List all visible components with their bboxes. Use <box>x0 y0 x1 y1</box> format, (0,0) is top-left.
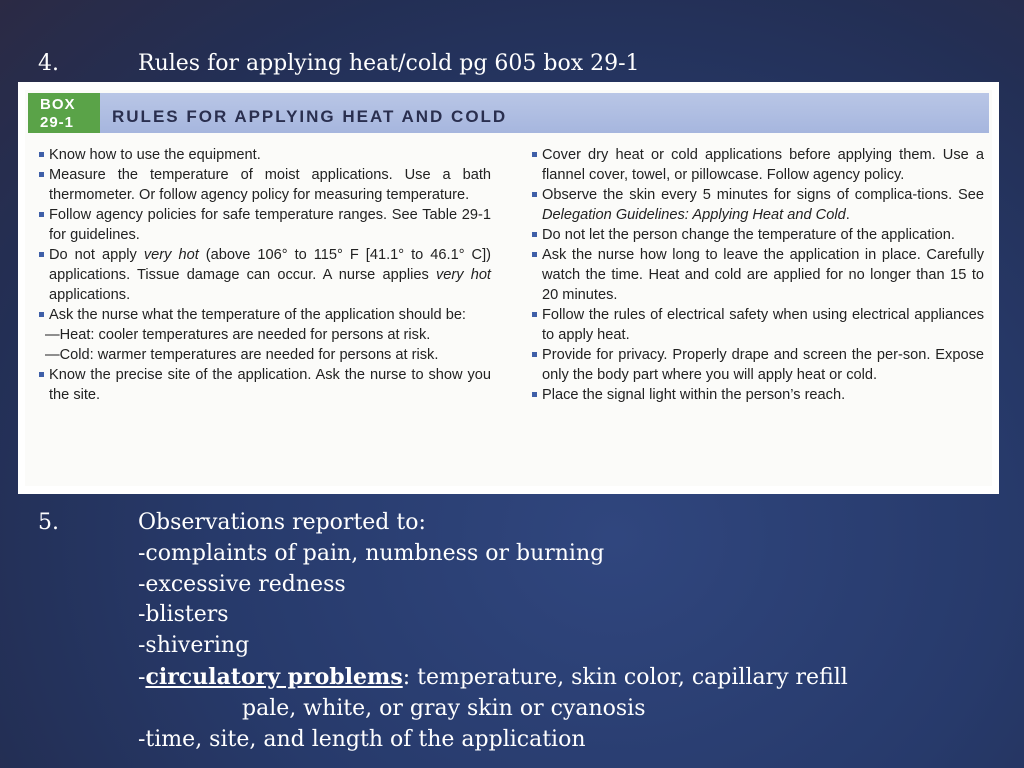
bullet-icon <box>532 352 537 357</box>
list-item: Know the precise site of the application. Ask the nurse to show you the site. <box>39 365 491 405</box>
list-item: Know how to use the equipment. <box>39 145 491 165</box>
bullet-icon <box>532 252 537 257</box>
observation-item: -complaints of pain, numbness or burning <box>138 540 605 566</box>
list-item: Follow agency policies for safe temperature ranges. See Table 29-1 for guidelines. <box>39 205 491 245</box>
observation-item-circulatory: -circulatory problems: temperature, skin color, capillary refill <box>138 663 848 690</box>
observation-item: -time, site, and length of the application <box>138 726 586 752</box>
bullet-icon <box>39 212 44 217</box>
list-item: Do not apply very hot (above 106° to 115° F [41.1° to 46.1° C]) applications. Tissue damage can occur. A nurse applies very hot applications. <box>39 245 491 305</box>
heading-number: 4. <box>38 51 59 76</box>
list-item: Place the signal light within the person’s reach. <box>532 385 984 405</box>
list-item: Observe the skin every 5 minutes for signs of complica-tions. See Delegation Guidelines: Applying Heat and Cold. <box>532 185 984 225</box>
bullet-icon <box>532 312 537 317</box>
observation-item: -excessive redness <box>138 571 346 597</box>
list-subitem: —Cold: warmer temperatures are needed for persons at risk. <box>45 347 439 363</box>
box-29-1-image <box>18 82 999 494</box>
box-tag-line2: 29-1 <box>40 114 75 131</box>
box-header <box>28 93 989 133</box>
bullet-icon <box>39 372 44 377</box>
list-item: Do not let the person change the temperature of the application. <box>532 225 984 245</box>
list-item: Ask the nurse how long to leave the application in place. Carefully watch the time. Heat and cold are applied for no longer than 15 to 20 minutes. <box>532 245 984 305</box>
box-tag <box>28 93 100 133</box>
list-item: Ask the nurse what the temperature of the application should be: <box>39 305 491 325</box>
observation-subitem: pale, white, or gray skin or cyanosis <box>242 695 646 721</box>
list-item: Follow the rules of electrical safety when using electrical appliances to apply heat. <box>532 305 984 345</box>
heading-text: Rules for applying heat/cold pg 605 box 29-1 <box>138 51 640 76</box>
bullet-icon <box>39 152 44 157</box>
bullet-icon <box>39 312 44 317</box>
box-tag-line1: BOX <box>40 96 76 113</box>
list-subitem: —Heat: cooler temperatures are needed for persons at risk. <box>45 327 431 343</box>
box-left-column <box>39 145 491 405</box>
list-item: Cover dry heat or cold applications before applying them. Use a flannel cover, towel, or pillowcase. Follow agency policy. <box>532 145 984 185</box>
box-title: RULES FOR APPLYING HEAT AND COLD <box>112 107 508 126</box>
list-item: Measure the temperature of moist applications. Use a bath thermometer. Or follow agency policy for measuring temperature. <box>39 165 491 205</box>
list-item: Provide for privacy. Properly drape and screen the per-son. Expose only the body part where you will apply heat or cold. <box>532 345 984 385</box>
observations-number: 5. <box>38 510 59 535</box>
bullet-icon <box>532 392 537 397</box>
box-right-column <box>532 145 984 405</box>
bullet-icon <box>39 172 44 177</box>
box-panel <box>25 90 992 486</box>
observation-item: -blisters <box>138 602 229 628</box>
bullet-icon <box>532 192 537 197</box>
circulatory-emphasis: circulatory problems <box>145 663 403 690</box>
observations-list <box>138 508 848 755</box>
bullet-icon <box>39 252 44 257</box>
observations-title: Observations reported to: <box>138 510 426 535</box>
observation-item: -shivering <box>138 633 250 659</box>
bullet-icon <box>532 232 537 237</box>
bullet-icon <box>532 152 537 157</box>
